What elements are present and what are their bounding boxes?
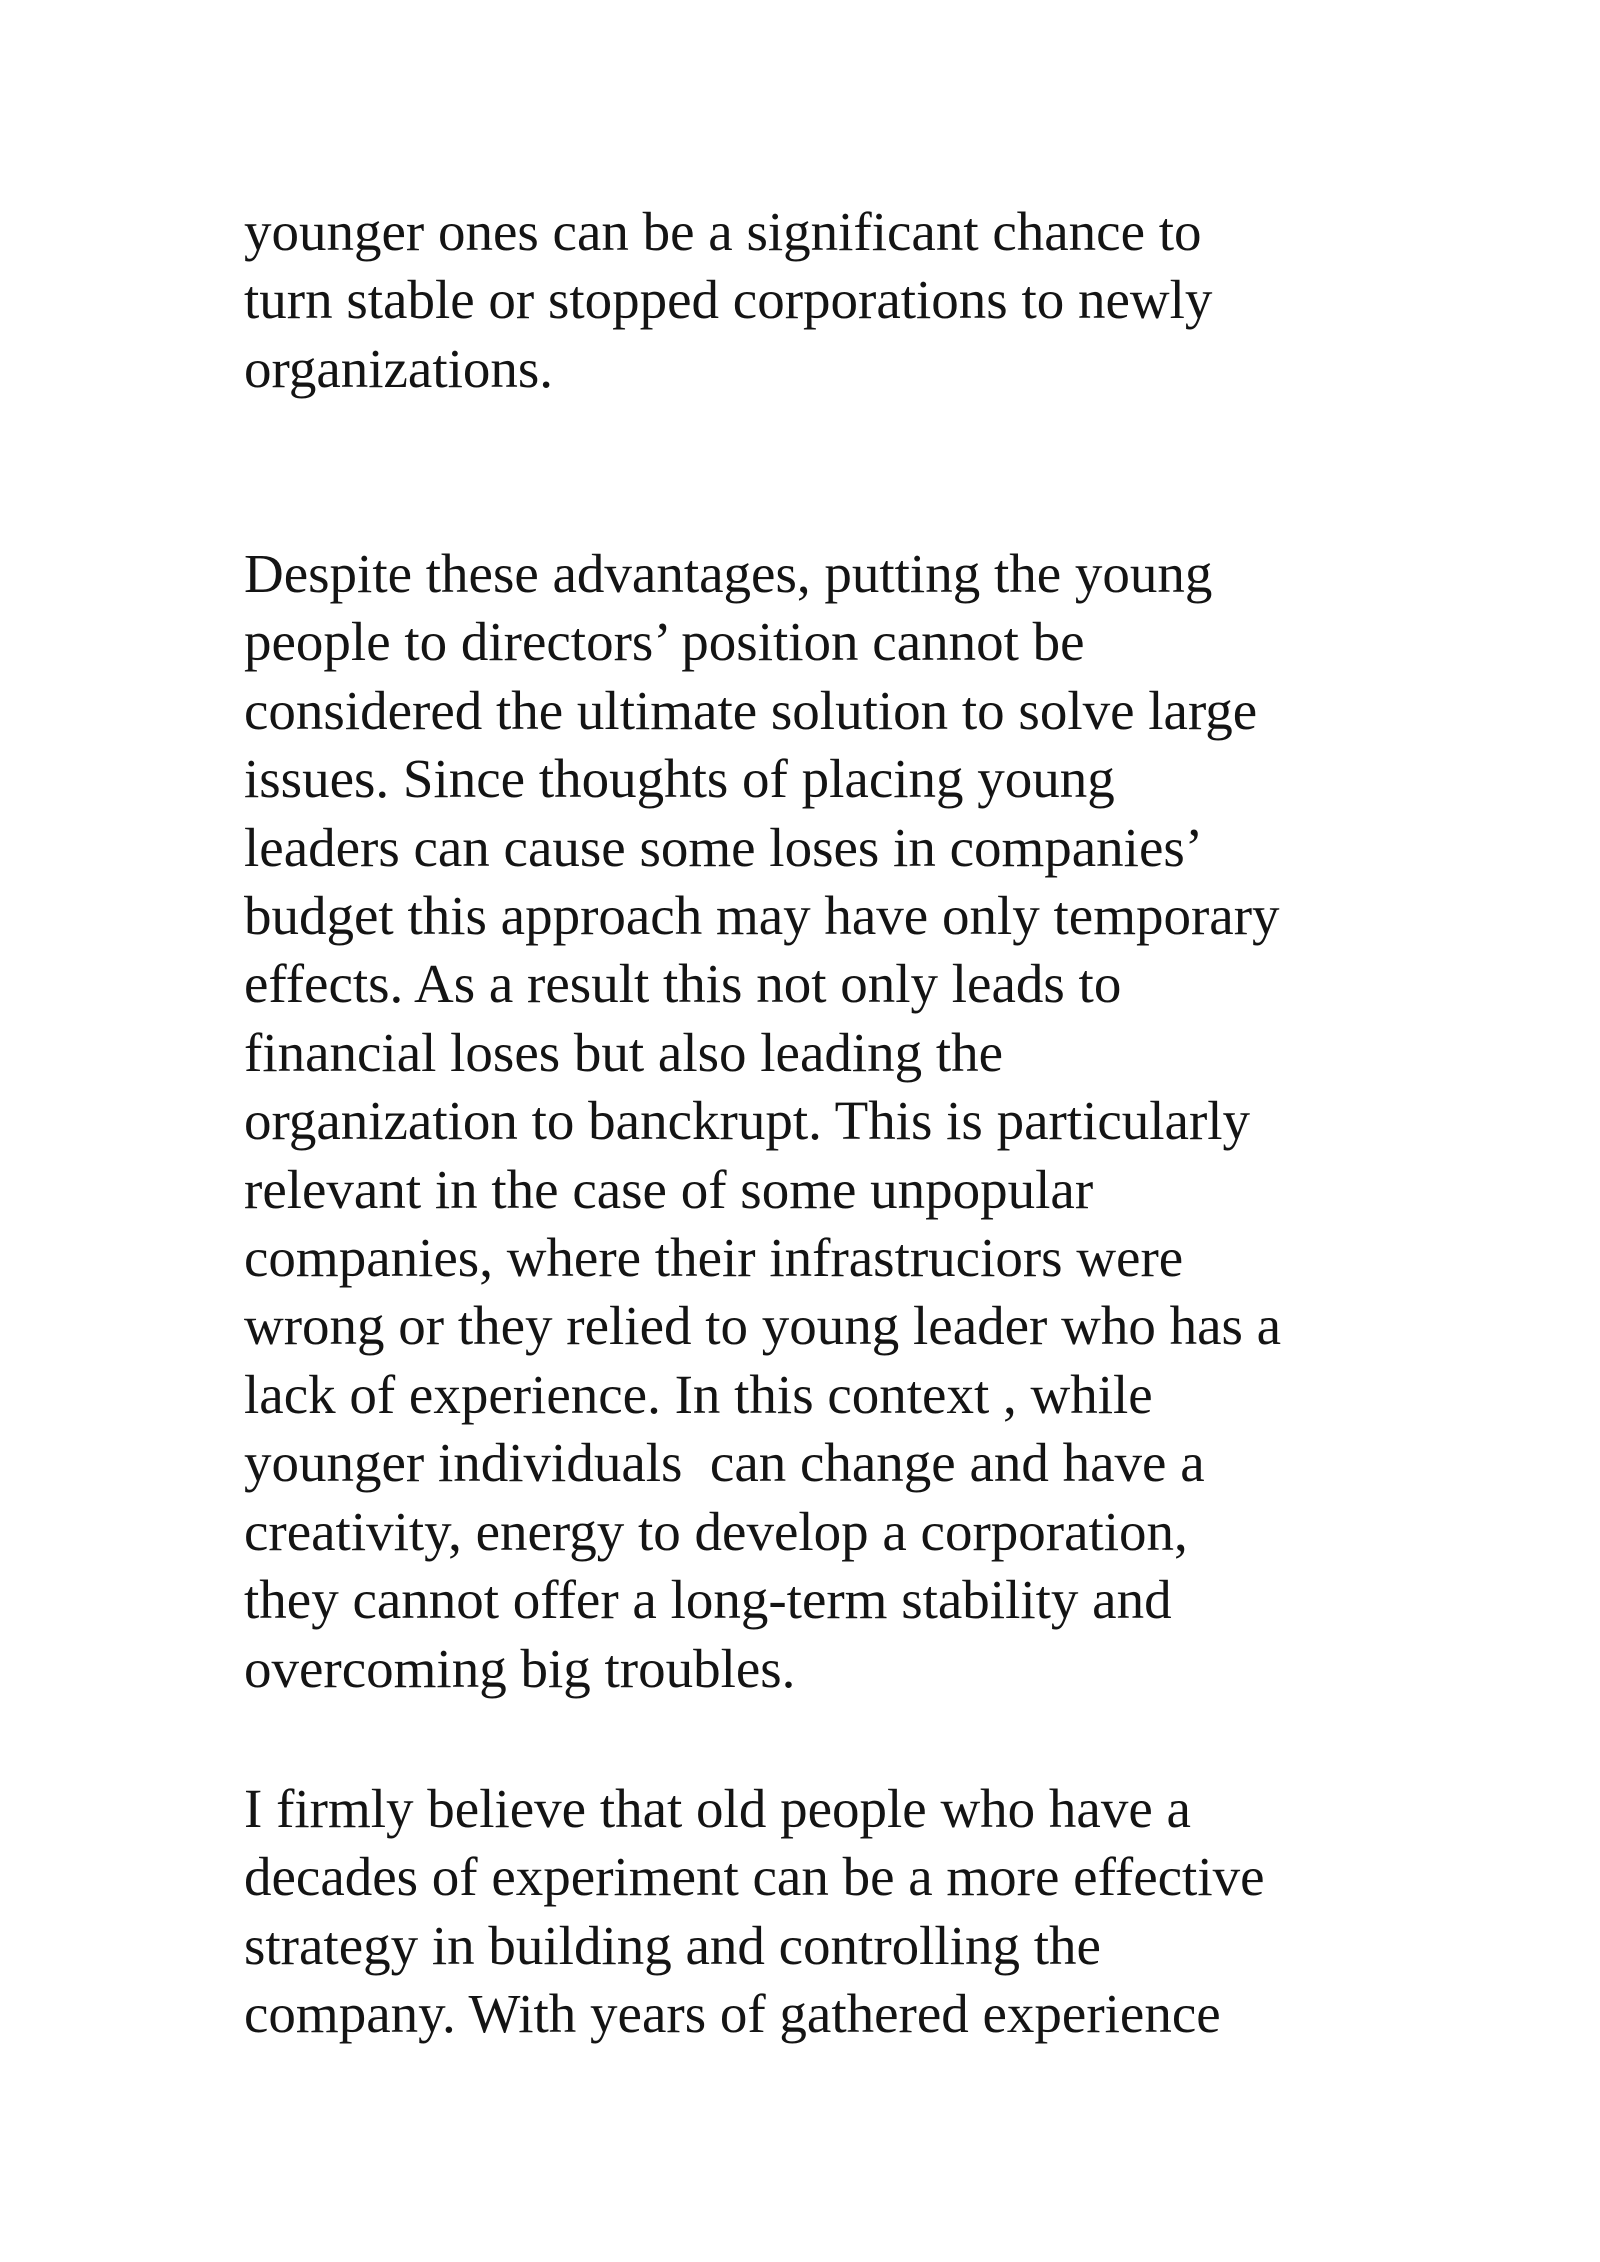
text-line: they cannot offer a long-term stability and — [244, 1569, 1172, 1631]
text-line: younger ones can be a significant chance to — [244, 201, 1202, 262]
text-line: relevant in the case of some unpopular — [244, 1158, 1094, 1220]
text-line: leaders can cause some loses in companies’ — [244, 816, 1204, 878]
text-line: younger individuals can change and have a — [244, 1432, 1205, 1494]
text-line: budget this approach may have only temporary — [244, 885, 1280, 947]
text-line: Despite these advantages, putting the young — [244, 543, 1213, 604]
text-line: overcoming big troubles. — [244, 1637, 796, 1699]
paragraph — [244, 1775, 1424, 2049]
paragraph — [244, 540, 1424, 1703]
text-line: considered the ultimate solution to solve large — [244, 679, 1258, 741]
text-line: people to directors’ position cannot be — [244, 611, 1085, 673]
text-line: strategy in building and controlling the — [244, 1914, 1101, 1976]
paragraph — [244, 198, 1424, 403]
text-line: financial loses but also leading the — [244, 1021, 1004, 1083]
text-line: lack of experience. In this context , while — [244, 1363, 1153, 1425]
text-line: I firmly believe that old people who have a — [244, 1778, 1191, 1839]
text-line: creativity, energy to develop a corporation, — [244, 1500, 1188, 1562]
text-line: issues. Since thoughts of placing young — [244, 748, 1115, 810]
text-line: turn stable or stopped corporations to newly — [244, 269, 1213, 331]
text-line: wrong or they relied to young leader who has a — [244, 1295, 1282, 1357]
text-line: organization to banckrupt. This is particularly — [244, 1090, 1251, 1152]
text-line: companies, where their infrastruciors were — [244, 1227, 1184, 1289]
text-line: effects. As a result this not only leads to — [244, 953, 1122, 1015]
text-line: organizations. — [244, 337, 554, 399]
text-line: company. With years of gathered experience — [244, 1983, 1221, 2045]
text-line: decades of experiment can be a more effective — [244, 1846, 1265, 1908]
